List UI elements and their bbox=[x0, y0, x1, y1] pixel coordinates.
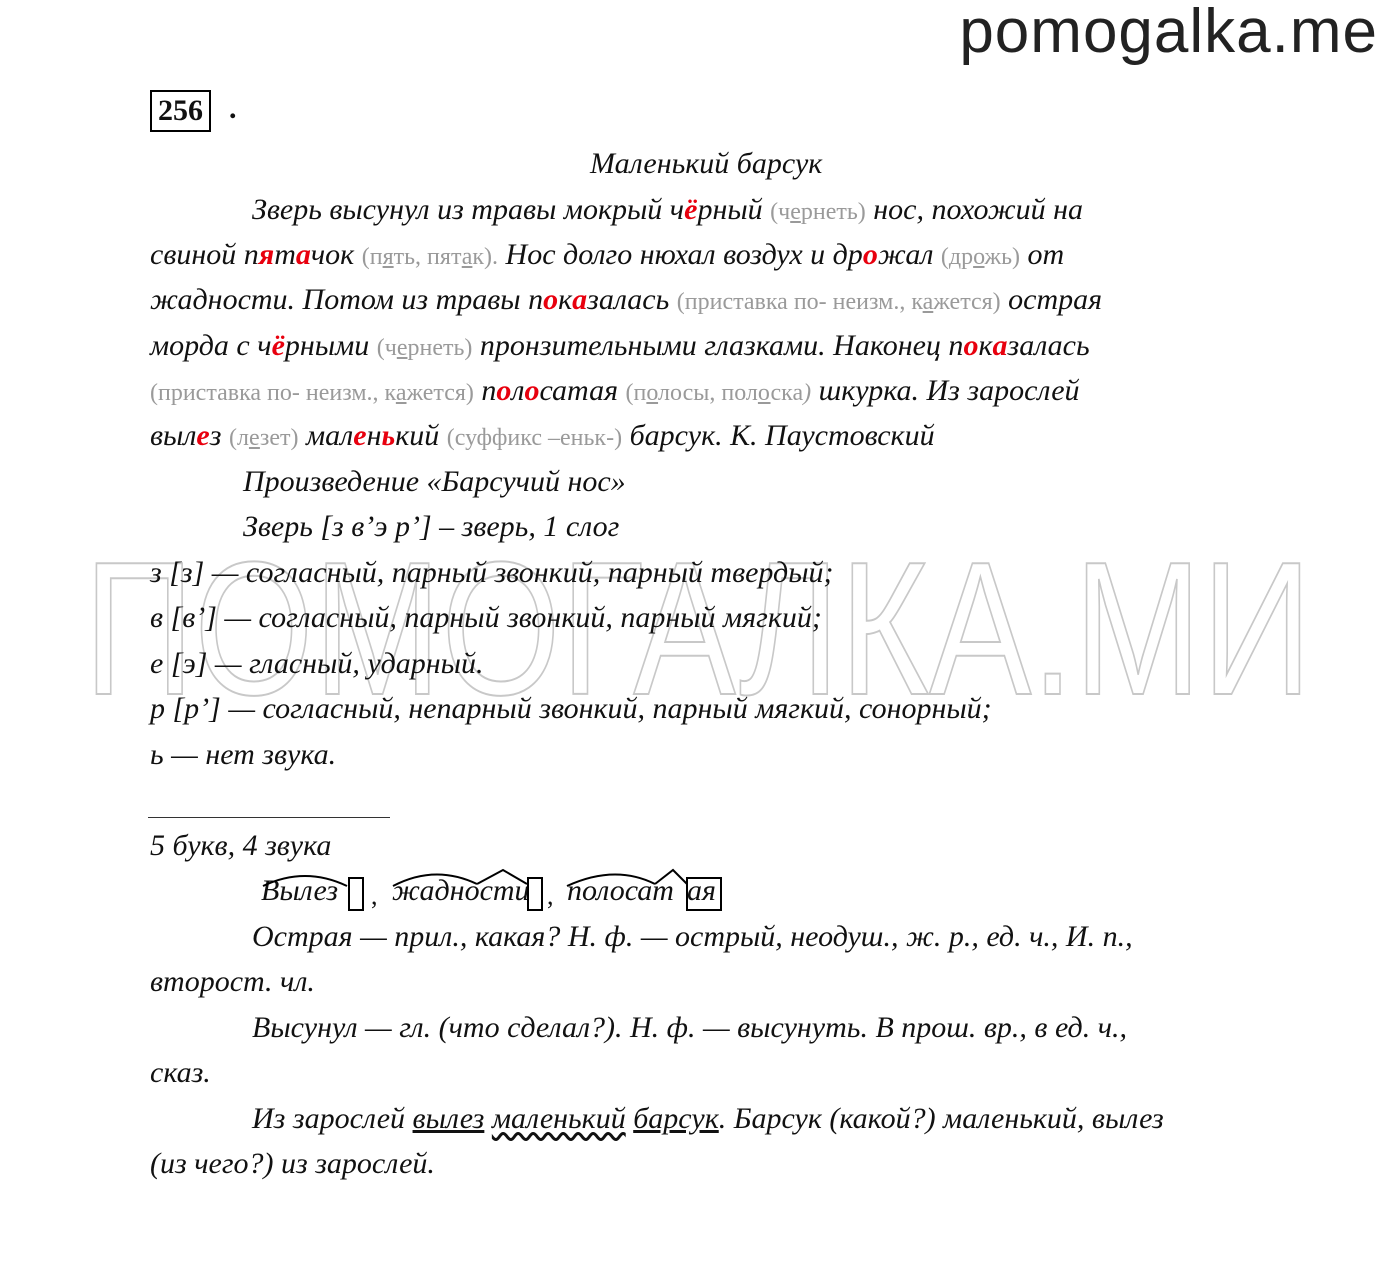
subject-word: барсук bbox=[633, 1102, 719, 1135]
sentence-parse-line-1: Из зарослей вылез маленький барсук. Барсук (какой?) маленький, вылез bbox=[252, 1102, 1164, 1135]
divider bbox=[148, 817, 390, 818]
morph-word-zhadnosti: жадности bbox=[392, 874, 530, 907]
ending-box-icon bbox=[349, 878, 363, 910]
morph-word-vylez: Вылез bbox=[261, 874, 339, 907]
morph-ending-aya: ая bbox=[687, 874, 716, 907]
site-logo-text: pomogalka.me bbox=[959, 0, 1378, 66]
paragraph-line-3: жадности. Потом из травы показалась (приставка по- неизм., кажется) острая bbox=[150, 283, 1103, 316]
morph-word-polosataya: полосат bbox=[567, 874, 674, 907]
watermark-text: ПОМОГАЛКА.МИ bbox=[84, 546, 1312, 714]
morpheme-analysis bbox=[255, 858, 735, 918]
exercise-number-dot: . bbox=[229, 92, 237, 125]
sound-line-v: в [в’] — согласный, парный звонкий, парный мягкий; bbox=[150, 601, 822, 634]
exercise-number: 256 bbox=[150, 90, 211, 132]
sound-line-soft-sign: ь — нет звука. bbox=[150, 738, 337, 771]
text-title: Маленький барсук bbox=[590, 147, 823, 180]
paragraph-line-2: свиной пятачок (пять, пятак). Нос долго нюхал воздух и дрожал (дрожь) от bbox=[150, 238, 1065, 271]
morph-separator: , bbox=[547, 881, 554, 910]
ending-box-icon bbox=[528, 878, 542, 910]
paragraph-line-4: морда с чёрными (чернеть) пронзительными глазками. Наконец показалась bbox=[150, 329, 1090, 362]
sound-line-z: з [з] — согласный, парный звонкий, парный твердый; bbox=[150, 556, 834, 589]
analysis-ostraya-line-2: второст. чл. bbox=[150, 965, 315, 998]
attribute-word: маленький bbox=[491, 1102, 626, 1135]
paragraph-line-1: Зверь высунул из травы мокрый чёрный (чернеть) нос, похожий на bbox=[252, 193, 1083, 226]
sound-line-r: р [р’] — согласный, непарный звонкий, парный мягкий, сонорный; bbox=[150, 692, 992, 725]
analysis-vysunul-line-1: Высунул — гл. (что сделал?). Н. ф. — высунуть. В прош. вр., в ед. ч., bbox=[252, 1011, 1128, 1044]
phonetic-header: Зверь [з в’э р’] – зверь, 1 слог bbox=[243, 510, 620, 543]
letters-sounds-count: 5 букв, 4 звука bbox=[150, 829, 332, 862]
morph-separator: , bbox=[371, 881, 378, 910]
analysis-vysunul-line-2: сказ. bbox=[150, 1056, 211, 1089]
paragraph-line-5: (приставка по- неизм., кажется) полосатая (полосы, полоска) шкурка. Из зарослей bbox=[150, 374, 1080, 407]
analysis-ostraya-line-1: Острая — прил., какая? Н. ф. — острый, неодуш., ж. р., ед. ч., И. п., bbox=[252, 920, 1133, 953]
sound-line-e: е [э] — гласный, ударный. bbox=[150, 647, 484, 680]
work-title-line: Произведение «Барсучий нос» bbox=[243, 465, 626, 498]
sentence-parse-line-2: (из чего?) из зарослей. bbox=[150, 1147, 435, 1180]
predicate-word: вылез bbox=[412, 1102, 485, 1135]
paragraph-line-6: вылез (лезет) маленький (суффикс –еньк-) барсук. К. Паустовский bbox=[150, 419, 935, 452]
